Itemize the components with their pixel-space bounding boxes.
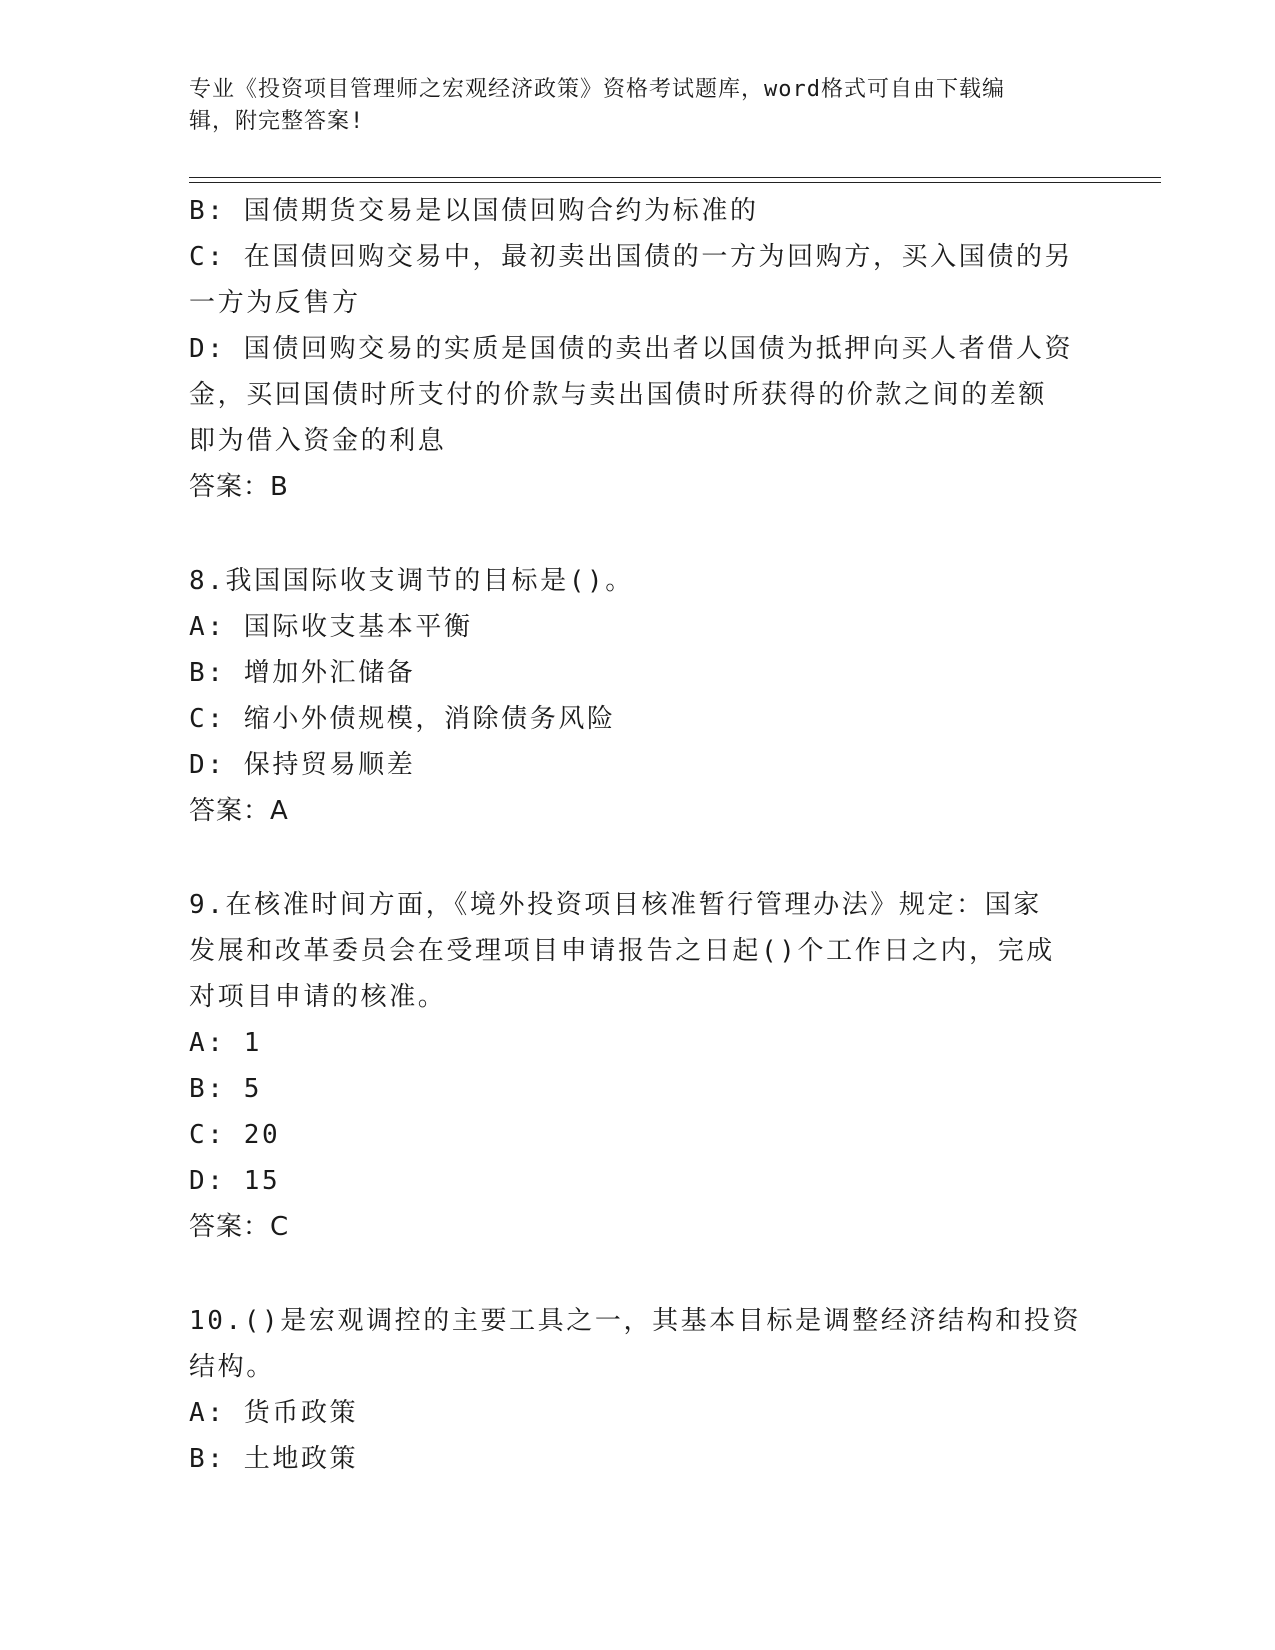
header-line-2: 辑，附完整答案! bbox=[189, 109, 365, 134]
q10-option-b: B: 土地政策 bbox=[189, 1444, 359, 1474]
q9-option-c: C: 20 bbox=[189, 1120, 281, 1150]
question-9-text-line-3: 对项目申请的核准。 bbox=[189, 982, 447, 1012]
option-d-line-3: 即为借入资金的利息 bbox=[189, 426, 447, 456]
question-9-text-line-1: 9.在核准时间方面，《境外投资项目核准暂行管理办法》规定：国家 bbox=[189, 890, 1042, 920]
header-divider-top bbox=[189, 177, 1161, 178]
option-c-line-2: 一方为反售方 bbox=[189, 288, 361, 318]
option-b: B: 国债期货交易是以国债回购合约为标准的 bbox=[189, 196, 759, 226]
q8-option-c: C: 缩小外债规模，消除债务风险 bbox=[189, 704, 616, 734]
question-content bbox=[189, 188, 1089, 1482]
q8-answer: 答案：A bbox=[189, 796, 289, 826]
question-8-block bbox=[189, 558, 1089, 834]
q8-option-a: A: 国际收支基本平衡 bbox=[189, 612, 473, 642]
spacer bbox=[189, 510, 1089, 558]
prev-question-block bbox=[189, 188, 1089, 510]
q8-option-b: B: 增加外汇储备 bbox=[189, 658, 416, 688]
question-9-block bbox=[189, 882, 1089, 1250]
q9-option-b: B: 5 bbox=[189, 1074, 263, 1104]
q9-answer: 答案：C bbox=[189, 1212, 290, 1242]
q10-option-a: A: 货币政策 bbox=[189, 1398, 359, 1428]
option-d-line-1: D: 国债回购交易的实质是国债的卖出者以国债为抵押向买人者借人资 bbox=[189, 334, 1074, 364]
option-c-line-1: C: 在国债回购交易中，最初卖出国债的一方为回购方，买入国债的另 bbox=[189, 242, 1074, 272]
question-10-text-line-2: 结构。 bbox=[189, 1352, 275, 1382]
q9-option-d: D: 15 bbox=[189, 1166, 281, 1196]
q8-option-d: D: 保持贸易顺差 bbox=[189, 750, 416, 780]
q9-option-a: A: 1 bbox=[189, 1028, 263, 1058]
answer-line: 答案：B bbox=[189, 472, 289, 502]
header-line-1: 专业《投资项目管理师之宏观经济政策》资格考试题库，word格式可自由下载编 bbox=[189, 77, 1005, 102]
spacer bbox=[189, 834, 1089, 882]
question-10-text-line-1: 10.()是宏观调控的主要工具之一，其基本目标是调整经济结构和投资 bbox=[189, 1306, 1082, 1336]
question-9-text-line-2: 发展和改革委员会在受理项目申请报告之日起()个工作日之内，完成 bbox=[189, 936, 1055, 966]
header-divider-bottom bbox=[189, 182, 1161, 183]
option-d-line-2: 金，买回国债时所支付的价款与卖出国债时所获得的价款之间的差额 bbox=[189, 380, 1048, 410]
question-10-block bbox=[189, 1298, 1089, 1482]
document-header bbox=[189, 74, 1089, 138]
question-8-text: 8.我国国际收支调节的目标是()。 bbox=[189, 566, 634, 596]
spacer bbox=[189, 1250, 1089, 1298]
